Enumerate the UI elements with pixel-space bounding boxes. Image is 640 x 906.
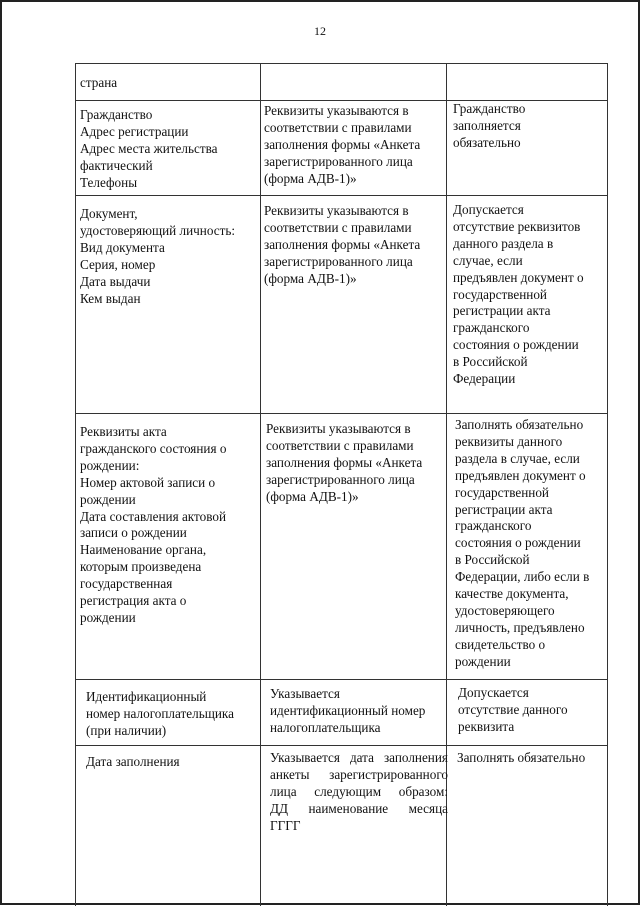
cell-line: Гражданство: [453, 101, 526, 116]
cell-line: Реквизиты указываются в: [264, 203, 409, 218]
cell-line: записи о рождении: [80, 525, 187, 541]
cell-line: Допускается: [458, 685, 529, 700]
word: наименование: [308, 800, 389, 816]
cell-line: заполнения формы «Анкета: [266, 454, 423, 470]
cell-line: Допускается: [453, 202, 524, 217]
table-cell-field: [80, 206, 235, 307]
row-divider: [76, 679, 607, 680]
word: следующим: [314, 783, 382, 799]
cell-line: [270, 784, 448, 801]
word: зарегистрированного: [329, 766, 448, 782]
cell-line: [270, 801, 448, 818]
cell-line: Дата заполнения: [86, 754, 180, 769]
table-cell-rule: [266, 421, 422, 506]
cell-line: Номер актовой записи о: [80, 474, 216, 490]
cell-line: (форма АДВ-1)»: [264, 270, 357, 286]
table-cell-field: [86, 754, 180, 771]
cell-line: Федерации: [453, 371, 516, 387]
table-cell-rule: [270, 686, 425, 737]
cell-line: заполнения формы «Анкета: [264, 136, 421, 152]
word: ДД: [270, 800, 288, 816]
cell-line: раздела в случае, если: [455, 450, 580, 466]
cell-line: Заполнять обязательно: [455, 417, 584, 432]
cell-line: удостоверяющего: [455, 602, 555, 618]
cell-line: случае, если: [453, 252, 523, 268]
cell-line: соответствии с правилами: [264, 119, 412, 135]
cell-line: рождении: [80, 609, 136, 625]
cell-line: реквизиты данного: [455, 433, 563, 449]
word: заполнения: [383, 750, 448, 765]
cell-line: рождении:: [80, 457, 140, 473]
cell-line: в Российской: [453, 354, 528, 370]
cell-line: фактический: [80, 157, 153, 173]
cell-line: состояния о рождении: [453, 337, 579, 353]
cell-line: Наименование органа,: [80, 542, 207, 558]
cell-line: соответствии с правилами: [266, 437, 414, 453]
cell-line: Дата выдачи: [80, 273, 151, 289]
cell-line: страна: [80, 75, 118, 90]
cell-line: удостоверяющий личность:: [80, 222, 236, 238]
cell-line: рождении: [455, 653, 511, 669]
cell-line: гражданского состояния о: [80, 440, 227, 456]
cell-line: (форма АДВ-1)»: [266, 488, 359, 504]
cell-line: зарегистрированного лица: [264, 153, 413, 169]
column-divider: [260, 64, 261, 906]
cell-line: качестве документа,: [455, 586, 569, 602]
cell-line: Указывается: [270, 686, 340, 701]
cell-line: (форма АДВ-1)»: [264, 170, 357, 186]
cell-line: отсутствие данного: [458, 701, 568, 717]
requirements-table: [75, 63, 608, 906]
cell-line: в Российской: [455, 552, 530, 568]
cell-line: данного раздела в: [453, 235, 554, 251]
cell-line: Идентификационный: [86, 689, 207, 704]
cell-line: номер налогоплательщика: [86, 705, 234, 721]
cell-line: которым произведена: [80, 559, 202, 575]
cell-line: [270, 750, 448, 767]
cell-line: [270, 767, 448, 784]
cell-line: Адрес места жительства: [80, 140, 218, 156]
cell-line: ГГГГ: [270, 817, 301, 833]
cell-line: государственная: [80, 576, 173, 592]
cell-line: состояния о рождении: [455, 535, 581, 551]
word: дата: [349, 750, 374, 765]
cell-line: гражданского: [453, 320, 530, 336]
cell-line: идентификационный номер: [270, 702, 426, 718]
cell-line: гражданского: [455, 518, 532, 534]
cell-line: Реквизиты акта: [80, 424, 167, 439]
cell-line: Кем выдан: [80, 290, 141, 306]
word: месяца: [408, 800, 448, 816]
row-divider: [76, 413, 607, 414]
row-divider: [76, 100, 607, 101]
cell-line: предъявлен документ о: [453, 269, 584, 285]
cell-line: регистрация акта о: [80, 593, 187, 609]
cell-line: реквизита: [458, 718, 515, 734]
table-cell-field: [80, 107, 218, 192]
cell-line: Телефоны: [80, 174, 138, 190]
cell-line: государственной: [455, 484, 549, 500]
cell-line: Дата составления актовой: [80, 508, 227, 524]
cell-line: Федерации, либо если в: [455, 569, 590, 585]
table-cell-note: [458, 685, 568, 736]
cell-line: (при наличии): [86, 722, 167, 738]
cell-line: отсутствие реквизитов: [453, 218, 581, 234]
cell-line: соответствии с правилами: [264, 219, 412, 235]
cell-line: налогоплательщика: [270, 719, 381, 735]
table-cell-note: [453, 202, 584, 388]
cell-line: рождении: [80, 491, 136, 507]
word: анкеты: [270, 766, 310, 782]
cell-line: Адрес регистрации: [80, 123, 189, 139]
cell-line: обязательно: [453, 134, 521, 150]
row-divider: [76, 745, 607, 746]
cell-line: Заполнять обязательно: [457, 750, 586, 765]
cell-line: зарегистрированного лица: [264, 253, 413, 269]
cell-line: регистрации акта: [455, 501, 553, 517]
cell-line: Реквизиты указываются в: [266, 421, 411, 436]
cell-line: предъявлен документ о: [455, 467, 586, 483]
word: лица: [270, 783, 297, 799]
cell-line: заполняется: [453, 117, 521, 133]
word: Указывается: [270, 750, 340, 765]
cell-line: Документ,: [80, 206, 138, 221]
cell-line: зарегистрированного лица: [266, 471, 415, 487]
table-cell-rule: [264, 203, 420, 288]
cell-line: Серия, номер: [80, 256, 156, 272]
cell-line: Реквизиты указываются в: [264, 103, 409, 118]
table-cell-rule: [264, 103, 420, 188]
table-cell-note: [455, 417, 589, 671]
cell-line: государственной: [453, 286, 547, 302]
cell-line: заполнения формы «Анкета: [264, 236, 421, 252]
word: образом:: [398, 783, 448, 799]
cell-line: Вид документа: [80, 239, 165, 255]
row-divider: [76, 195, 607, 196]
cell-line: Гражданство: [80, 107, 153, 122]
table-cell-note: [457, 750, 585, 767]
table-cell-field: [86, 689, 234, 740]
table-cell-field: [80, 75, 117, 92]
table-cell-field: [80, 424, 226, 627]
cell-line: свидетельство о: [455, 636, 546, 652]
table-cell-note: [453, 101, 525, 152]
cell-line: личность, предъявлено: [455, 619, 585, 635]
table-cell-rule: [270, 750, 448, 835]
page-number: 12: [314, 24, 326, 38]
cell-line: регистрации акта: [453, 303, 551, 319]
